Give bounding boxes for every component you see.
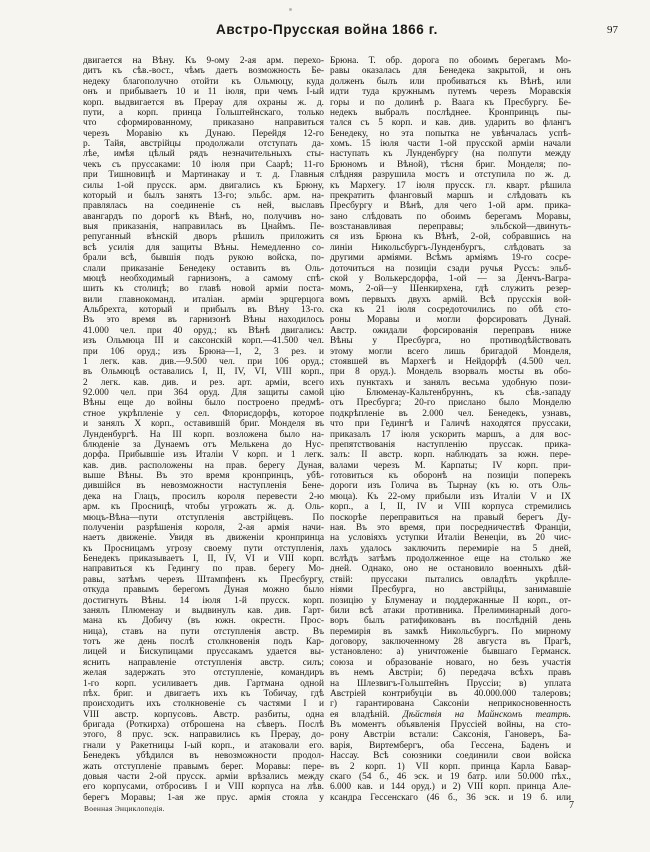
text-line: этого, 8 прус. эск. направились къ Прерау, до- xyxy=(83,730,324,741)
text-line: бригада (Роткирха) отброшена на сѣверъ. Послѣ xyxy=(83,720,324,730)
text-line: варія, Виртембергъ, оба Гессена, Баденъ и xyxy=(330,740,571,751)
text-line: что сформированному, приказано направиться xyxy=(83,118,324,129)
text-line: въ Ольмюцѣ оставались I, II, IV, VI, VIII корп., xyxy=(83,367,324,378)
text-line: ница), ставъ на пути отступленія австр. Въ xyxy=(83,626,324,637)
text-line: роны Моравы и могли форсировать Дунай. xyxy=(330,315,571,326)
text-line: идти туда кружнымъ путемъ черезъ Моравскія xyxy=(330,87,571,98)
text-line: тотъ же день послѣ столкновенія подъ Кар- xyxy=(83,637,324,647)
text-line: цію Блюменау-Кальтенбруннъ, къ сѣв.-западу xyxy=(330,388,571,398)
text-line: момъ, 2-ой—у Шенкирхена, гдѣ служить резер- xyxy=(330,284,571,295)
text-line: желая задержать это отступленіе, командиръ xyxy=(83,668,324,679)
text-line: стоявшей въ Мархегѣ и Нейдорфѣ (4.500 чел. xyxy=(330,356,571,367)
text-line: правлялась на соединеніе съ ней, выславъ xyxy=(83,201,324,212)
text-line: зано слѣдовать по обоимъ берегамъ Моравы, xyxy=(330,211,571,222)
text-line: валами черезъ М. Карпаты; IV корп. при- xyxy=(330,460,571,471)
text-line: Брюна. Т. обр. дорога по обоимъ берегамъ Мо- xyxy=(330,56,571,66)
text-line: жать отступленіе правымъ берег. Моравы: пере- xyxy=(83,761,324,772)
text-line: дитъ къ сѣв.-вост., чѣмъ даетъ возможность Бе- xyxy=(83,66,324,77)
text-line: долженъ былъ или пробиваться къ Вѣнѣ, или xyxy=(330,76,571,87)
text-line: берегъ Моравы; 1-ая же прус. армія стояла у xyxy=(83,792,324,803)
text-line: при 106 оруд.; изъ Брюна—1, 2, 3 рез. и xyxy=(83,346,324,357)
text-line: достигнуть Вѣны. 14 іюля 1-й прусск. корп. xyxy=(83,595,324,606)
text-line: слѣдняя разрушила мостъ и отступила по ж. д. xyxy=(330,170,571,181)
text-line: Бенедеку, но эта попытка не увѣнчалась успѣ- xyxy=(330,128,571,139)
text-line: недекъ выбралъ послѣднее. Кронпринцъ пы- xyxy=(330,107,571,118)
text-line: чекъ съ пруссаками: 10 іюля при Саарѣ; 11-го xyxy=(83,159,324,170)
text-line: Австр. ожидали форсированія переправъ ниже xyxy=(330,325,571,336)
text-line: при Тишновицѣ и Мартинакау и т. д. Главныя xyxy=(83,170,324,181)
text-line: горы и по долинѣ р. Ваага къ Пресбургу. Бе- xyxy=(330,97,571,108)
text-line: въ немъ Австріи; б) передача всѣхъ правъ xyxy=(330,668,571,679)
text-line: возстанавливая переправы; эльбской—двинуть- xyxy=(330,222,571,232)
text-line: залъ: II австр. корп. наблюдать за южн. пере- xyxy=(330,450,571,461)
text-line: брали всѣ, бывшія подъ рукою войска, по- xyxy=(83,253,324,264)
text-line: р. Тайя, австрійцы продолжали отступать да- xyxy=(83,139,324,149)
text-line: 2 легк. кав. див. и рез. арт. арміи, всего xyxy=(83,377,324,388)
text-line: отъ Пресбурга; 20-го прислано было Монделю xyxy=(330,398,571,409)
text-line: авангардъ по дорогѣ къ Вѣнѣ, но, получивъ но- xyxy=(83,211,324,222)
text-line: дней. Однако, оно не остановило военныхъ дѣй- xyxy=(330,564,571,575)
text-line: на Шлезвигъ-Гольштейнъ Пруссіи; в) уплата xyxy=(330,678,571,689)
text-line: дившійся въ невозможности наступленія Бене- xyxy=(83,481,324,492)
text-line: мюцъ-Вѣна—пути отступленія австрійцевъ. По xyxy=(83,512,324,523)
text-line: союза и образованіе новаго, но безъ участія xyxy=(330,657,571,668)
text-line: установлено: а) уничтоженіе бывшаго Германск. xyxy=(330,647,571,658)
text-line: Бенедекъ приказываетъ I, II, IV, VI и VIII корп. xyxy=(83,554,324,564)
text-line: репуганный вѣнскій дворъ рѣшилъ приложить xyxy=(83,232,324,243)
text-line: стное укрѣпленіе у сел. Флорисдорфъ, которое xyxy=(83,408,324,419)
text-line: на условіяхъ уступки Италіи Венеціи, въ 20 чис- xyxy=(330,533,571,544)
text-line: направиться къ Гедингу по прав. берегу Мо- xyxy=(83,564,324,575)
text-line: Вѣны у Пресбурга, но противодѣйствовать xyxy=(330,336,571,347)
text-line: Лунденбургѣ. На III корп. возложена было на- xyxy=(83,429,324,440)
text-line: который и былъ занятъ 13-го; эльбс. арм. на- xyxy=(83,190,324,201)
text-line: недеку благополучно отойти къ Ольмюцу, куда xyxy=(83,76,324,87)
text-line: Брюномъ и Вѣной), тѣсня бриг. Монделя; по- xyxy=(330,159,571,170)
text-line: яснить направленіе отступленія австр. силъ; xyxy=(83,657,324,668)
text-line: вили главнокоманд. италіан. арміи эрцгерцога xyxy=(83,294,324,305)
text-line: двигается на Вѣну. Къ 9-ому 2-ая арм. перехо- xyxy=(83,56,324,66)
text-line: приказалъ 17 іюля ускорить маршъ, а для вос- xyxy=(330,429,571,440)
text-line: равы, затѣмъ черезъ Штампфенъ къ Пресбургу, xyxy=(83,574,324,585)
text-line: прекратить фланговый маршъ и слѣдовать къ xyxy=(330,190,571,201)
text-line: ихъ пунктахъ и занялъ весьма удобную пози- xyxy=(330,377,571,388)
text-line: вомъ первыхъ двухъ армій. Всѣ прусскія вой- xyxy=(330,294,571,305)
text-line: наетъ движеніе. Увидя въ движеніи кронпринца xyxy=(83,533,324,544)
text-line: ской у Волькерсдорфа, 1-ой — за Денчъ-Вагра- xyxy=(330,273,571,284)
text-line: равы оказалась для Бенедека закрытой, и онъ xyxy=(330,66,571,77)
text-line: доточиться на позиціи сзади ручья Руссъ: эльб- xyxy=(330,263,571,274)
text-line: подкрѣпленіе въ 2.000 чел. Бенедекъ, узнавъ, xyxy=(330,408,571,419)
text-line: хомъ. 15 іюля части 1-ой прусской арміи начали xyxy=(330,139,571,149)
text-line: всѣ усилія для защиты Вѣны. Немедленно со- xyxy=(83,242,324,253)
text-line: изъ Ольмюца III и саксонскій корп.—41.500 чел. xyxy=(83,336,324,347)
text-column-left xyxy=(83,56,324,806)
text-line: Нассау. Всѣ союзники соединили свои войска xyxy=(330,751,571,762)
text-line: линіи Никольсбургъ-Лунденбургъ, слѣдовать за xyxy=(330,242,571,253)
text-line: воръ былъ ратификованъ въ послѣдній день xyxy=(330,616,571,627)
text-line: полученіи разрѣшенія короля, 2-ая армія начи- xyxy=(83,522,324,533)
text-line: и занялъ X корп., оставившій бриг. Монделя въ xyxy=(83,419,324,430)
text-line: арм. къ Просницѣ, чтобы угрожать ж. д. Оль- xyxy=(83,502,324,513)
running-head-title: Австро-Прусская война 1866 г. xyxy=(216,22,438,37)
text-line: при 8 оруд.). Мондель взорвалъ мосты въ обо- xyxy=(330,367,571,378)
text-line: лахъ удалось заключить перемиріе на 5 дней, xyxy=(330,543,571,554)
text-column-right xyxy=(330,56,571,806)
text-line: ся изъ Брюна къ Вѣнѣ, 2-ой, собравшись на xyxy=(330,232,571,243)
text-line: 6.000 кав. и 144 оруд.) и 2) VIII корп. принца Але- xyxy=(330,782,571,793)
text-line: Въ моментъ объявленія Пруссіей войны, на сто- xyxy=(330,720,571,730)
text-line: выше Вѣны. Въ это время кронпринцъ, убѣ- xyxy=(83,471,324,481)
text-line: рону Австріи встали: Саксонія, Гановеръ, Ба- xyxy=(330,730,571,741)
text-line: 1-го корп. усиливаетъ див. Гартмана одной xyxy=(83,678,324,689)
text-line: гнали у Ракетницы I-ый корп., и атаковали его. xyxy=(83,740,324,751)
text-line: били всѣ атаки противника. Прелиминарный дого- xyxy=(330,605,571,616)
footer-imprint: Военная Энциклопедія. xyxy=(84,804,165,813)
text-line: довыя части 2-ой прусск. арміи врѣзались между xyxy=(83,771,324,782)
text-line: Пресбургу и Вѣнѣ, для чего 1-ой арм. прика- xyxy=(330,201,571,212)
text-line: ска къ 21 іюля сосредоточились по обѣ сто- xyxy=(330,305,571,315)
text-line: въ 2 корп. 1) VII корп. принца Карла Бавар- xyxy=(330,761,571,772)
text-line: ніями Пресбурга, но австрійцы, занимавшіе xyxy=(330,585,571,596)
text-line: препятствованія наступленію пруссак. прика- xyxy=(330,439,571,450)
text-line: черезъ Моравію къ Дунаю. Перейдя 12-го xyxy=(83,128,324,139)
text-line: ея владѣній. Дѣйствія на Майнскомъ театрѣ. xyxy=(330,709,571,720)
text-line: мана къ Добичу (въ южн. окрестн. Прос- xyxy=(83,616,324,627)
text-line: дороги изъ Голича въ Тырнау (къ ю. отъ Оль- xyxy=(330,481,571,492)
text-line: VIII австр. корпусовъ. Австр. разбиты, одна xyxy=(83,709,324,720)
text-line: лѣе, имѣя цѣлый рядъ незначительныхъ сты- xyxy=(83,149,324,160)
text-line: договору, заключенному 28 августа въ Прагѣ, xyxy=(330,637,571,647)
text-line: 92.000 чел. при 364 оруд. Для защиты самой xyxy=(83,388,324,398)
text-line: тался съ 5 корп. и кав. див. ударить во флангъ xyxy=(330,118,571,129)
text-line: ксандра Гессенскаго (46 б., 36 эск. и 19 б. или xyxy=(330,792,571,803)
text-line: наступать къ Лунденбургу (на полпути между xyxy=(330,149,571,160)
text-line: дорфа. Прибывшіе изъ Италіи V корп. и 1 легк. xyxy=(83,450,324,461)
text-line: занялъ Плюменау и выдвинулъ кав. див. Гарт- xyxy=(83,605,324,616)
text-line: лицей и Бискупицами пруссакамъ удается вы- xyxy=(83,647,324,658)
text-line: слали приказаніе Бенедеку оставить въ Оль- xyxy=(83,263,324,274)
text-line: блюденіе за Дунаемъ отъ Мелькена до Нус- xyxy=(83,439,324,450)
text-line: ная. Въ это время, при посредничествѣ Франціи, xyxy=(330,522,571,533)
text-line: онъ и прибываетъ 10 и 11 іюля, при чемъ I-ый xyxy=(83,87,324,98)
text-line: Въ это время въ гарнизонѣ Вѣны находилось xyxy=(83,315,324,326)
text-line: готовиться къ оборонѣ на позиціи поперекъ xyxy=(330,471,571,481)
text-line: происходитъ ихъ столкновеніе съ частями I и xyxy=(83,699,324,710)
text-line: къ Мархегу. 17 іюля прусск. гл. кварт. рѣшила xyxy=(330,180,571,191)
text-line: что при Гедингѣ и Галичѣ находятся пруссаки, xyxy=(330,419,571,430)
scan-artifact-speck xyxy=(289,8,292,11)
text-line: его корпусами, отбросивъ I и VIII корпуса на лѣв. xyxy=(83,782,324,793)
text-line: пѣх. бриг. и двигаетъ ихъ къ Тобичау, гдѣ xyxy=(83,688,324,699)
text-line: этому могли всего лишь бригадой Монделя, xyxy=(330,346,571,357)
text-line: Альбрехта, который и прибылъ въ Вѣну 13-го. xyxy=(83,305,324,315)
text-line: г) гарантирована Саксоніи неприкосновенность xyxy=(330,699,571,710)
text-line: корп., а I, II, IV и VIII корпуса стремились xyxy=(330,502,571,513)
text-line: Вѣны еще до войны было построено предмѣ- xyxy=(83,398,324,409)
text-line: дека на Глацъ, просилъ короля перевести 2-ю xyxy=(83,491,324,502)
text-line: перемирія въ замкѣ Никольсбургъ. По мирному xyxy=(330,626,571,637)
text-line: къ Просницамъ угрозу своему пути отступленія, xyxy=(83,543,324,554)
text-line: выя приказанія, направилась въ Цнаймъ. Пе- xyxy=(83,222,324,232)
text-line: Австріей контрибуціи въ 40.000.000 талеровъ; xyxy=(330,688,571,699)
footer-signature-mark: 7 xyxy=(569,800,574,811)
text-line: позицію у Блуменау и поддержанные II корп., от- xyxy=(330,595,571,606)
text-line: скаго (54 б., 46 эск. и 19 батр. или 50.000 пѣх., xyxy=(330,771,571,782)
text-line: мюца). Къ 22-ому прибыли изъ Италіи V и IX xyxy=(330,491,571,502)
text-line: вслѣдъ затѣмъ продолженное еще на столько же xyxy=(330,554,571,564)
text-line: откуда правымъ берегомъ Дуная можно было xyxy=(83,585,324,596)
text-line: мюцѣ необходимый гарнизонъ, а самому спѣ- xyxy=(83,273,324,284)
text-line: шить къ столицѣ; во главѣ новой арміи поста- xyxy=(83,284,324,295)
text-line: пути, а корп. принца Гольштейнскаго, только xyxy=(83,107,324,118)
text-line: другими арміями. Всѣмъ арміямъ 19-го сосре- xyxy=(330,253,571,264)
page-number: 97 xyxy=(607,24,618,36)
text-line: корп. выдвигается въ Прерау для охраны ж. д. xyxy=(83,97,324,108)
text-line: ствій: пруссаки пытались овладѣть укрѣпле- xyxy=(330,574,571,585)
text-line: поскорѣе переправиться на правый берегъ Ду- xyxy=(330,512,571,523)
text-line: Бенедекъ убѣдился въ невозможности продол- xyxy=(83,751,324,762)
text-line: силы 1-ой прусск. арм. двигались къ Брюну, xyxy=(83,180,324,191)
text-line: кав. див. расположены на прав. берегу Дуная, xyxy=(83,460,324,471)
text-line: 1 легк. кав. див.—9.500 чел. при 106 оруд.; xyxy=(83,356,324,367)
text-line: 41.000 чел. при 40 оруд.; къ Вѣнѣ двигались: xyxy=(83,325,324,336)
